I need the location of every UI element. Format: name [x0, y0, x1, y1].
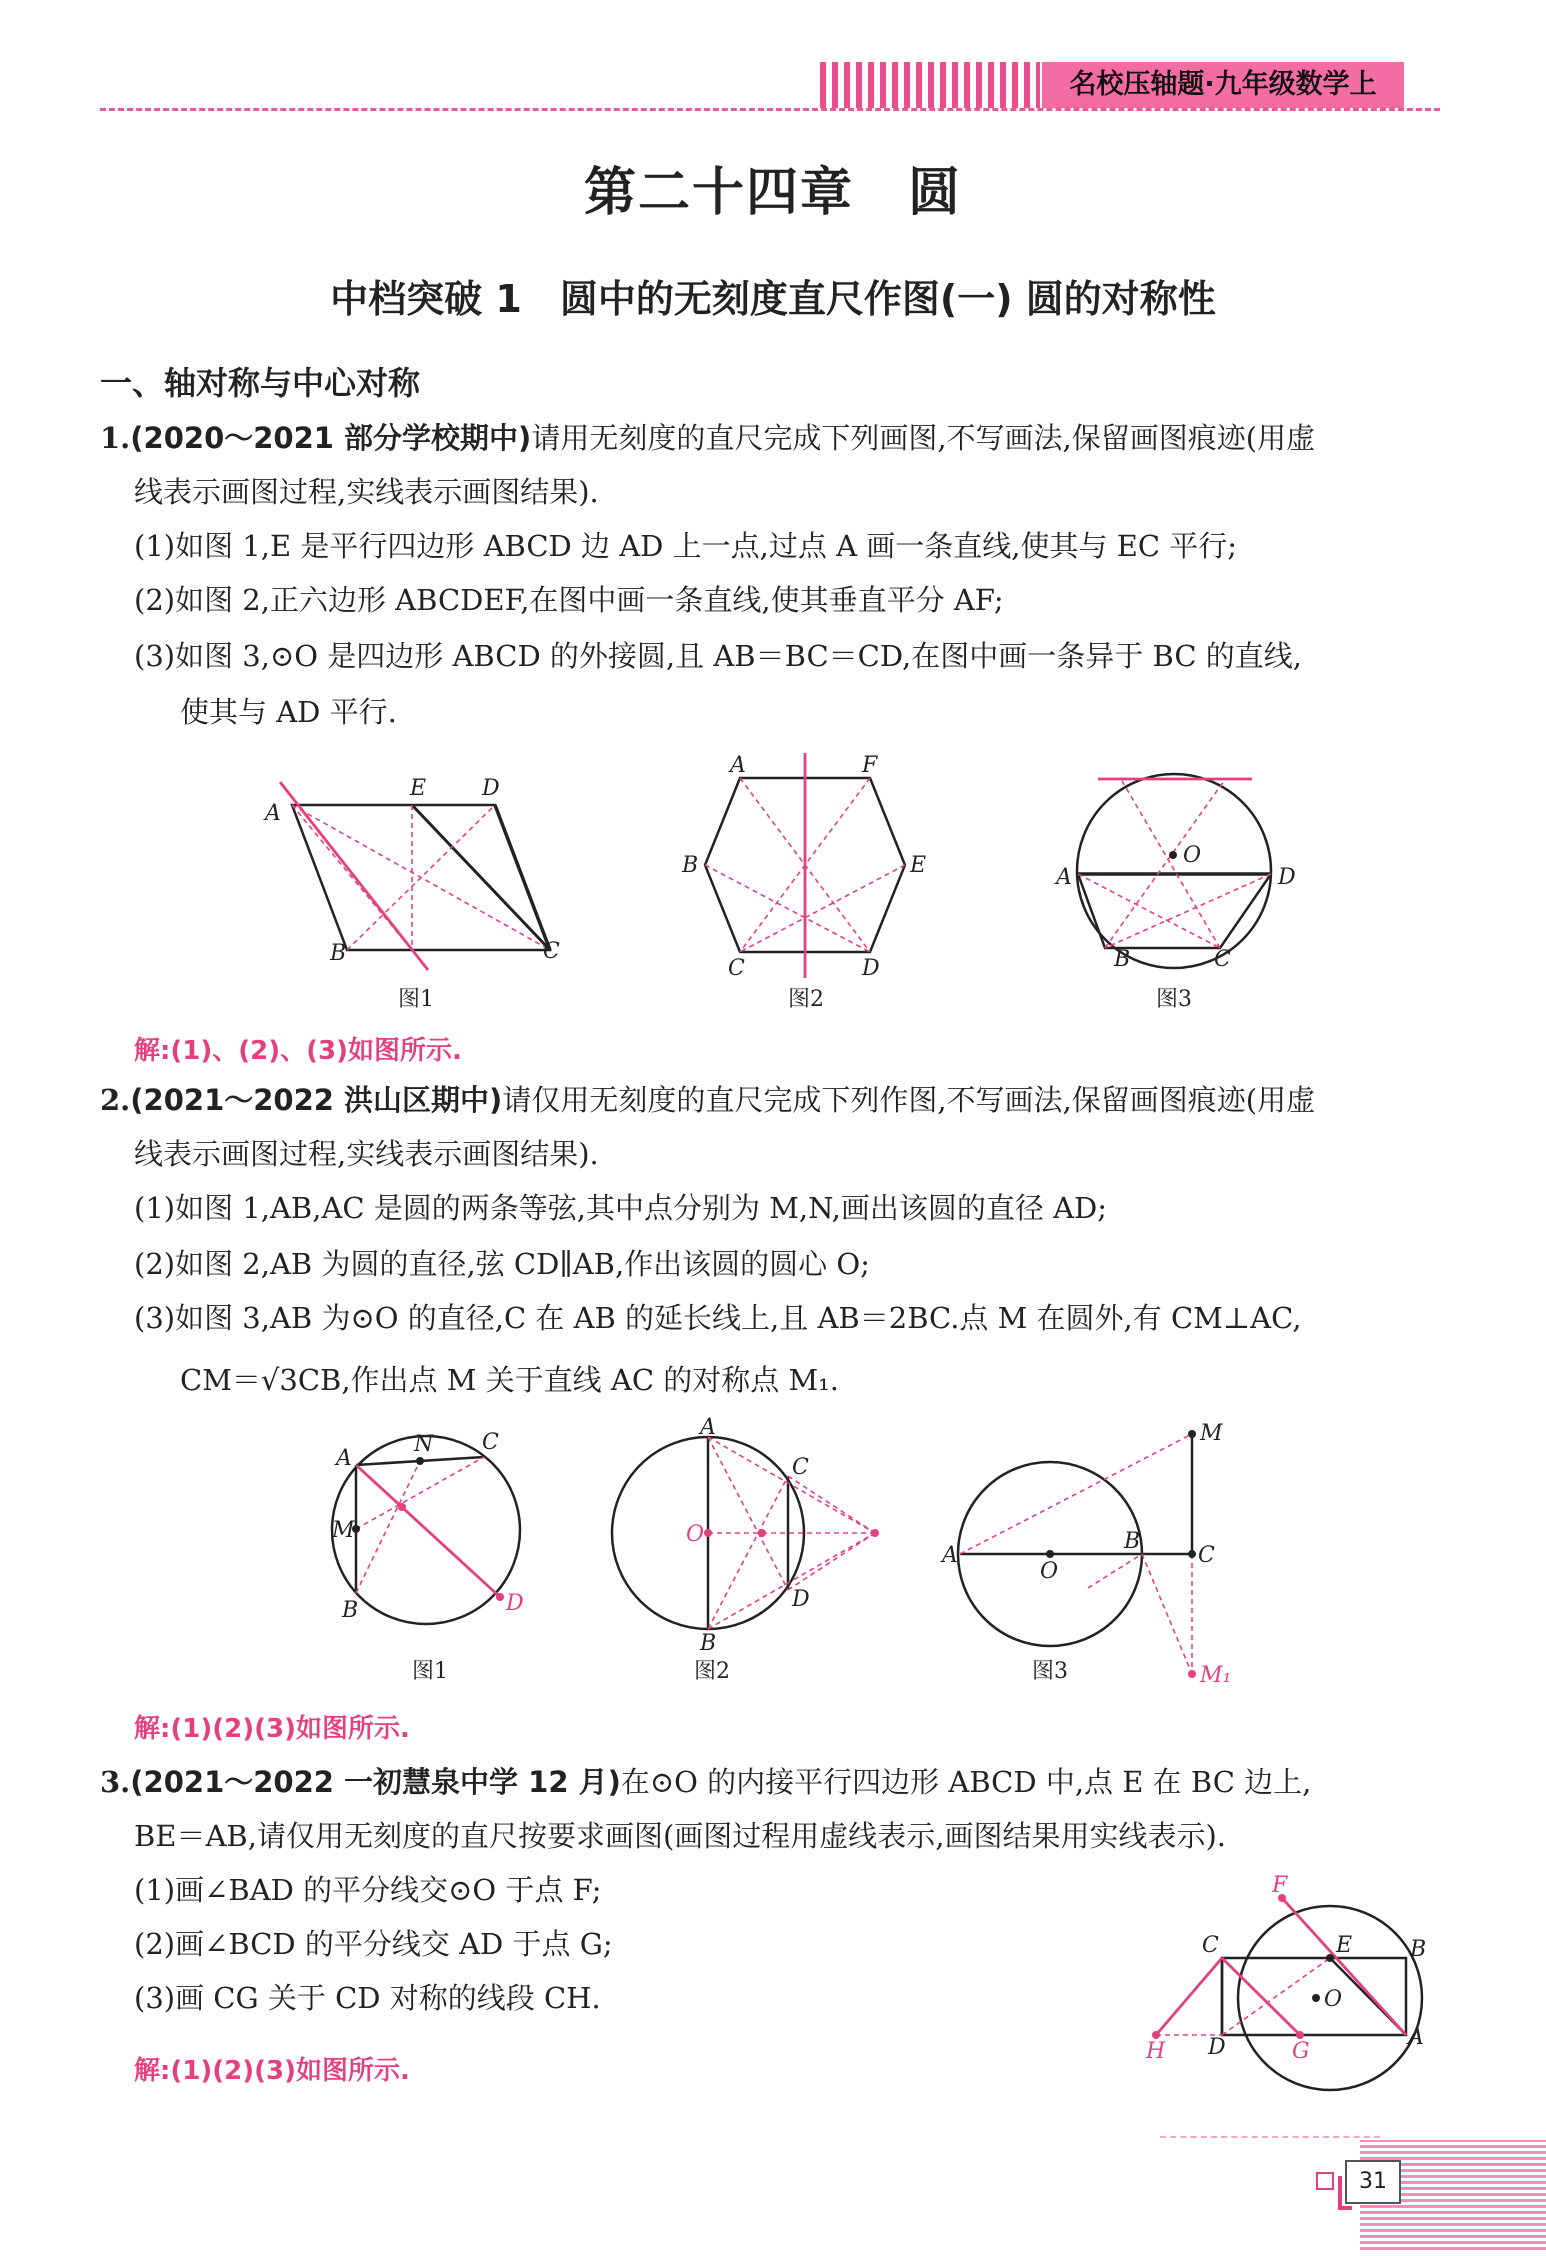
page-number: 31	[1345, 2160, 1401, 2204]
svg-text:A: A	[700, 1415, 716, 1440]
svg-text:E: E	[910, 853, 927, 878]
svg-text:A: A	[730, 753, 746, 778]
q3-part3: (3)画 CG 关于 CD 对称的线段 CH.	[134, 1981, 601, 2015]
svg-text:D: D	[1278, 865, 1296, 890]
q1-figure3	[1050, 756, 1310, 976]
svg-text:F: F	[862, 753, 878, 778]
q1-stem-line2: 线表示画图过程,实线表示画图结果).	[134, 475, 599, 509]
answer-bisector-af	[1282, 1898, 1406, 2035]
q3-number: 3.	[100, 1765, 131, 1799]
svg-text:O: O	[686, 1522, 705, 1547]
q2-part3b: CM＝√3CB,作出点 M 关于直线 AC 的对称点 M₁.	[180, 1363, 839, 1397]
svg-text:H: H	[1146, 2039, 1166, 2064]
inscribed-quad	[1078, 874, 1271, 948]
svg-text:A: A	[1408, 2025, 1424, 2050]
q1-caption3: 图3	[1156, 987, 1192, 1012]
svg-text:F: F	[1272, 1873, 1288, 1898]
section-title: 中档突破 1 圆中的无刻度直尺作图(一) 圆的对称性	[330, 277, 1216, 321]
answer-bisector-cg	[1222, 1958, 1300, 2035]
svg-text:D: D	[506, 1591, 524, 1616]
q1-answer: 解:(1)、(2)、(3)如图所示.	[134, 1036, 462, 1066]
q2-figure1	[330, 1425, 530, 1645]
q3-stem1: 在⊙O 的内接平行四边形 ABCD 中,点 E 在 BC 边上,	[620, 1765, 1312, 1799]
svg-text:B: B	[1410, 1937, 1427, 1962]
q1-source: (2020～2021 部分学校期中)	[130, 421, 532, 455]
footer-rule	[1160, 2136, 1380, 2138]
q2-part3a: (3)如图 3,AB 为⊙O 的直径,C 在 AB 的延长线上,且 AB＝2BC.点 M 在圆外,有 CM⊥AC,	[134, 1301, 1302, 1335]
q2-stem1: 请仅用无刻度的直尺完成下列作图,不写画法,保留画图痕迹(用虚	[502, 1083, 1316, 1117]
q1-figure2	[680, 750, 940, 980]
svg-text:B: B	[330, 941, 347, 966]
svg-text:G: G	[1292, 2039, 1310, 2064]
header-rule	[100, 108, 1440, 111]
svg-text:A: A	[942, 1543, 958, 1568]
svg-text:B: B	[342, 1598, 359, 1623]
q2-caption1: 图1	[412, 1659, 448, 1684]
svg-text:B: B	[1124, 1529, 1141, 1554]
q3-figure	[1140, 1873, 1446, 2100]
svg-text:O: O	[1040, 1559, 1059, 1584]
q1-part2: (2)如图 2,正六边形 ABCDEF,在图中画一条直线,使其垂直平分 AF;	[134, 583, 1004, 617]
svg-text:C: C	[728, 956, 745, 981]
circle-o	[1077, 774, 1271, 968]
svg-text:D: D	[862, 956, 880, 981]
q2-caption2: 图2	[694, 1659, 730, 1684]
svg-text:D: D	[1208, 2035, 1226, 2060]
q1-figure1	[250, 760, 590, 980]
answer-line-parallel	[280, 782, 428, 970]
q2-part2: (2)如图 2,AB 为圆的直径,弦 CD∥AB,作出该圆的圆心 O;	[134, 1247, 870, 1281]
svg-text:C: C	[1202, 1933, 1219, 1958]
header-stripes	[820, 62, 1040, 108]
svg-text:N: N	[414, 1432, 434, 1457]
svg-text:C: C	[543, 939, 560, 964]
q1-stem1: 请用无刻度的直尺完成下列画图,不写画法,保留画图痕迹(用虚	[531, 421, 1316, 455]
q1-part3a: (3)如图 3,⊙O 是四边形 ABCD 的外接圆,且 AB＝BC＝CD,在图中画一条异于 BC 的直线,	[134, 639, 1302, 673]
svg-text:M: M	[1200, 1421, 1223, 1446]
svg-text:A: A	[336, 1446, 352, 1471]
construction-lines	[1078, 781, 1271, 948]
q3-stem-line2: BE＝AB,请仅用无刻度的直尺按要求画图(画图过程用虚线表示,画图结果用实线表示).	[134, 1819, 1227, 1853]
q2-figure2	[600, 1415, 890, 1656]
q1-stem-line1	[100, 418, 1315, 458]
svg-text:B: B	[700, 1631, 717, 1656]
svg-text:D: D	[792, 1587, 810, 1612]
q2-stem-line2: 线表示画图过程,实线表示画图结果).	[134, 1137, 599, 1171]
q3-stem-line1	[100, 1762, 1311, 1802]
svg-text:C: C	[1198, 1543, 1215, 1568]
svg-text:C: C	[792, 1455, 809, 1480]
q2-source: (2021～2022 洪山区期中)	[130, 1083, 503, 1117]
q2-answer: 解:(1)(2)(3)如图所示.	[134, 1714, 410, 1744]
q2-figure3	[942, 1420, 1232, 1700]
q3-part1: (1)画∠BAD 的平分线交⊙O 于点 F;	[134, 1873, 602, 1907]
q1-part1: (1)如图 1,E 是平行四边形 ABCD 边 AD 上一点,过点 A 画一条直线,使其与 EC 平行;	[134, 529, 1238, 563]
svg-text:A: A	[265, 801, 281, 826]
segment-ec	[412, 805, 550, 950]
answer-diameter-ad	[356, 1465, 500, 1597]
svg-text:A: A	[1056, 865, 1072, 890]
footer-square-icon	[1316, 2172, 1334, 2190]
chapter-title: 第二十四章 圆	[583, 162, 962, 223]
q1-part3b: 使其与 AD 平行.	[180, 695, 397, 729]
q2-part1: (1)如图 1,AB,AC 是圆的两条等弦,其中点分别为 M,N,画出该圆的直径 AD;	[134, 1191, 1108, 1225]
answer-segment-ch	[1156, 1958, 1222, 2035]
svg-text:E: E	[1336, 1933, 1353, 1958]
construction-lines	[292, 805, 550, 950]
svg-text:B: B	[682, 853, 699, 878]
label-d: D	[482, 776, 500, 801]
svg-text:M: M	[332, 1518, 355, 1543]
q2-caption3: 图3	[1032, 1659, 1068, 1684]
part-heading: 一、轴对称与中心对称	[100, 364, 421, 402]
q3-answer: 解:(1)(2)(3)如图所示.	[134, 2056, 410, 2086]
book-title-banner: 名校压轴题·九年级数学上	[1042, 62, 1404, 108]
q1-caption1: 图1	[398, 987, 434, 1012]
svg-text:O: O	[1324, 1987, 1343, 2012]
q3-source: (2021～2022 一初慧泉中学 12 月)	[130, 1765, 621, 1799]
svg-text:C: C	[1214, 947, 1231, 972]
svg-text:C: C	[482, 1430, 499, 1455]
q1-number: 1.	[100, 421, 131, 455]
svg-text:B: B	[1114, 947, 1131, 972]
q3-part2: (2)画∠BCD 的平分线交 AD 于点 G;	[134, 1927, 613, 1961]
svg-text:O: O	[1183, 843, 1202, 868]
q1-caption2: 图2	[788, 987, 824, 1012]
svg-text:E: E	[410, 776, 427, 801]
center-dot	[1169, 851, 1177, 859]
q2-stem-line1	[100, 1080, 1315, 1120]
q2-number: 2.	[100, 1083, 131, 1117]
svg-text:M₁: M₁	[1200, 1663, 1232, 1688]
